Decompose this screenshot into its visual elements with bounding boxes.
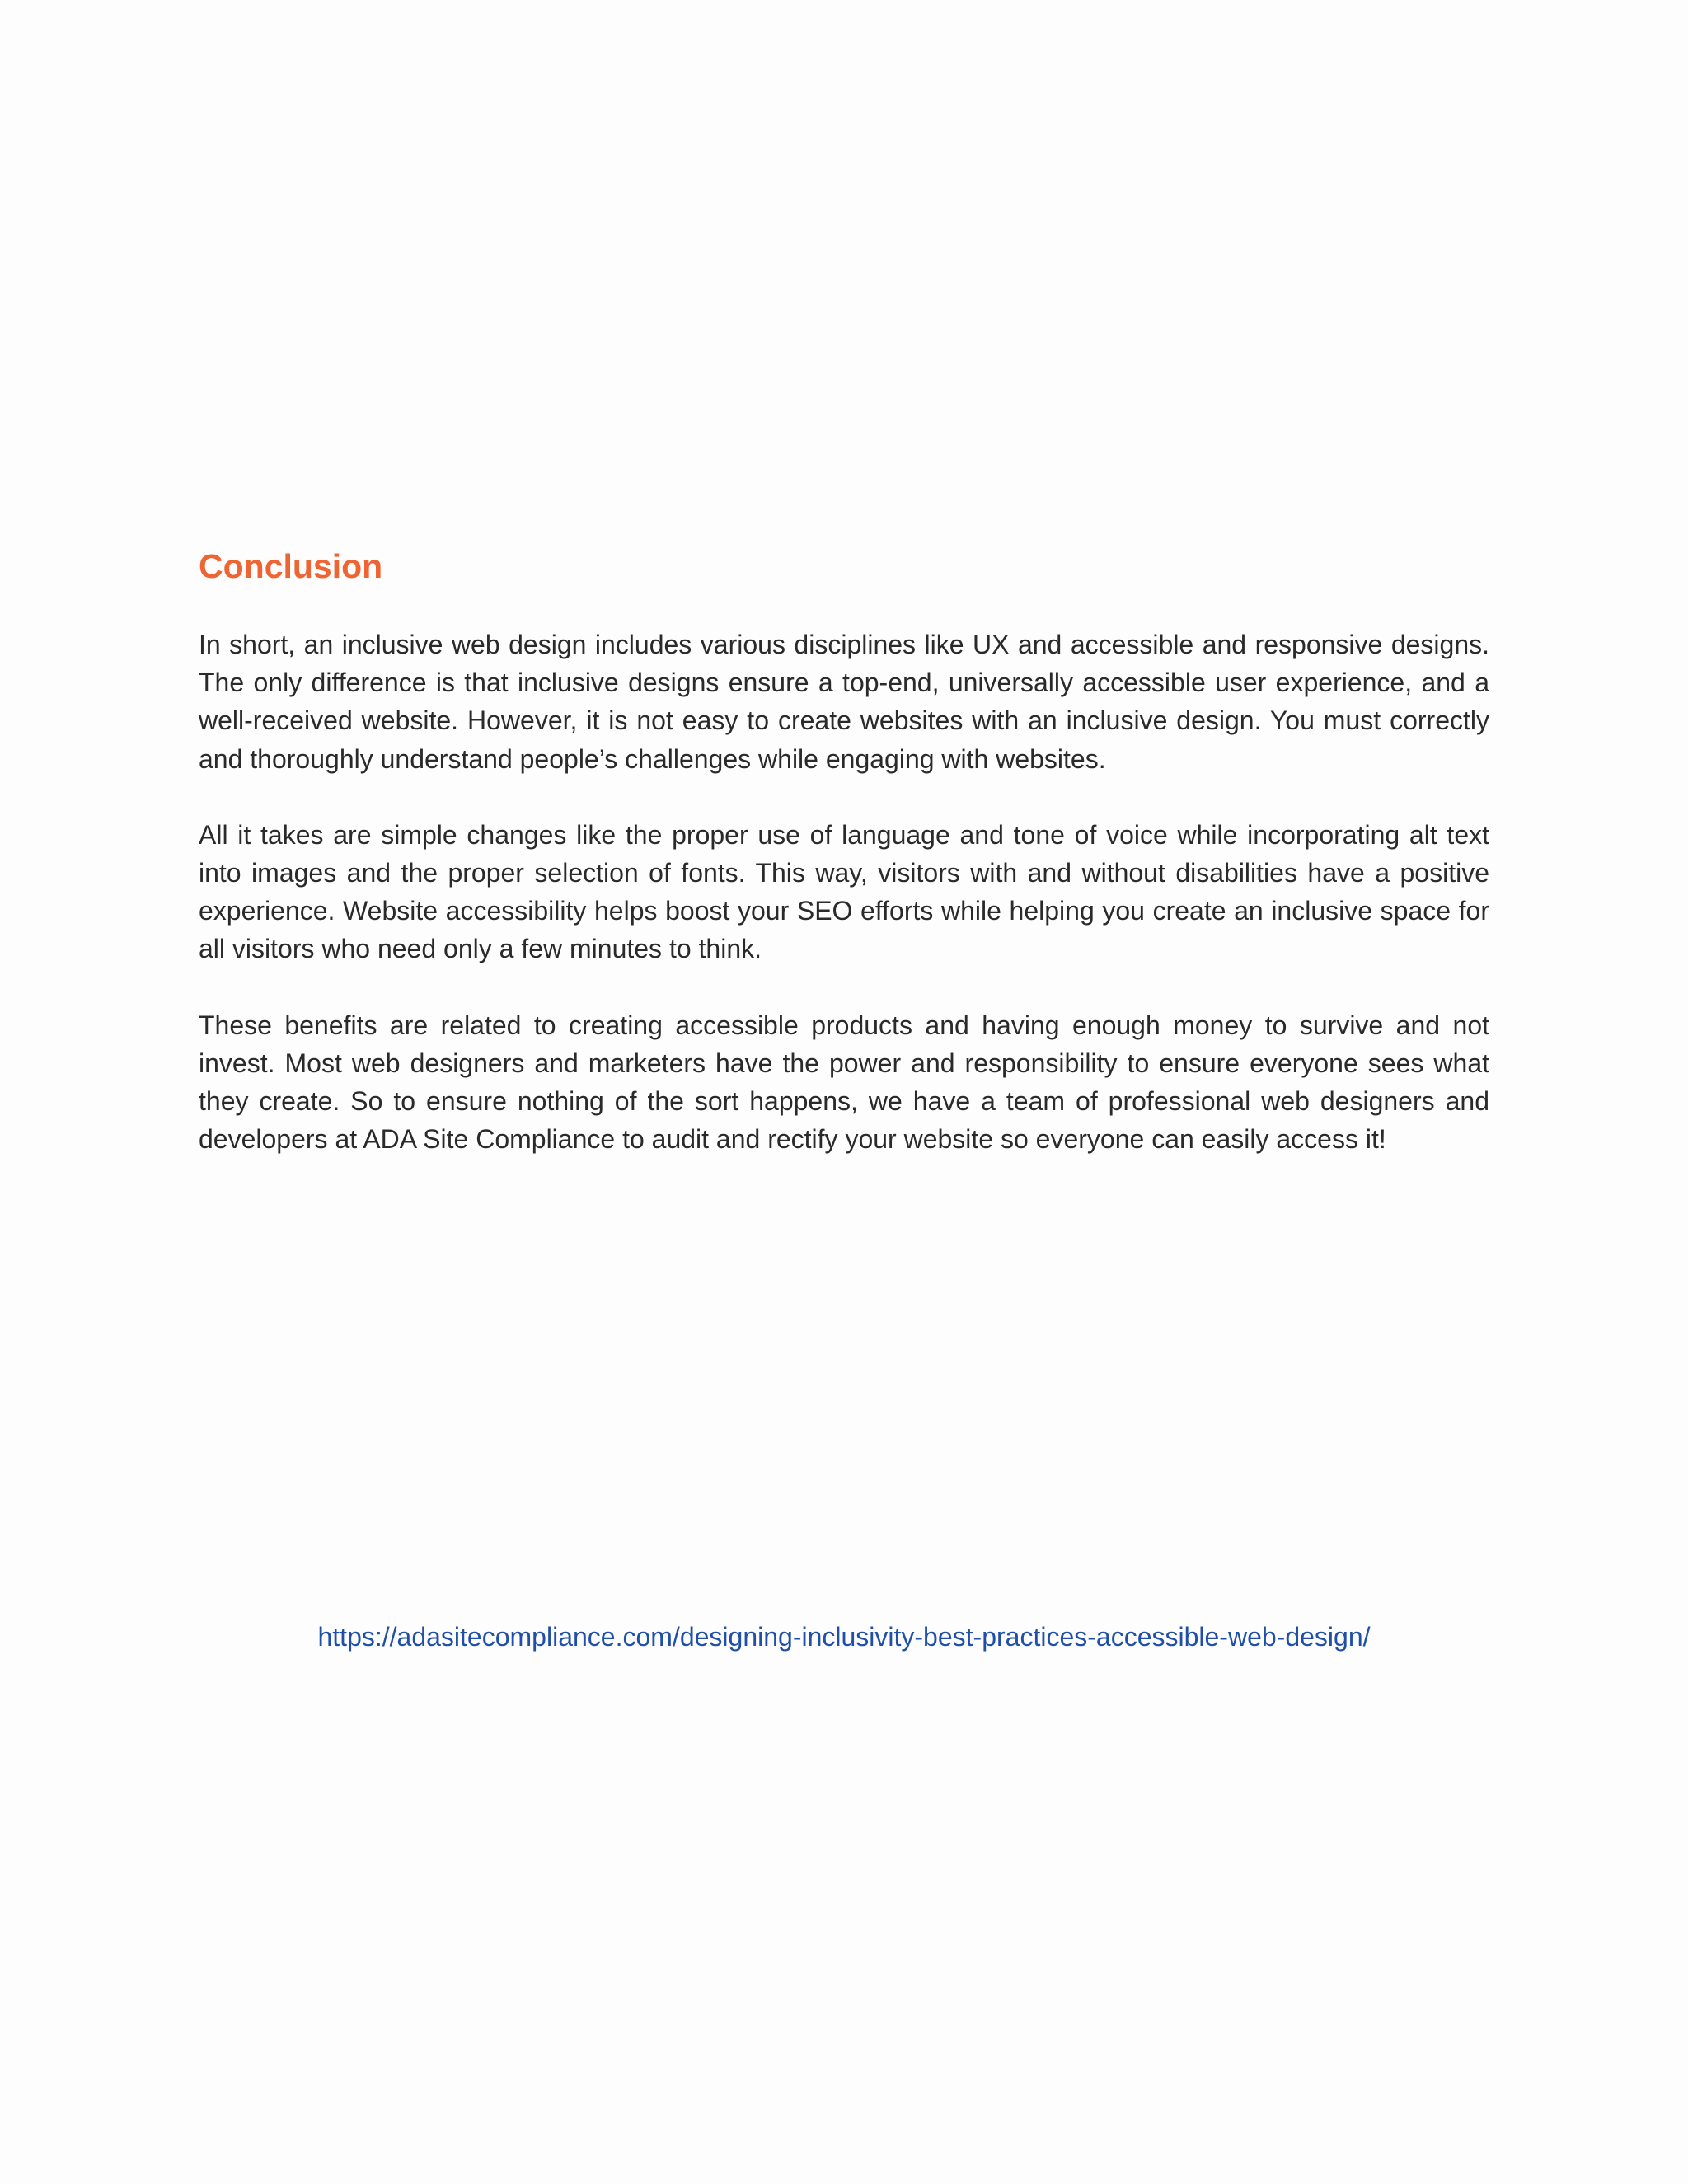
paragraph-1: In short, an inclusive web design includes various disciplines like UX and accessible and responsive designs. The only difference is that inclusive designs ensure a top-end, universally accessible user experience, and a well-received website. However, it is not easy to create websites with an inclusive design. You must correctly and thoroughly understand people’s challenges while engaging with websites. xyxy=(199,630,1489,774)
paragraph-3: These benefits are related to creating accessible products and having enough money to survive and not invest. Most web designers and marketers have the power and responsibility to ensure everyone sees what they create. So to ensure nothing of the sort happens, we have a team of professional web designers and developers at ADA Site Compliance to audit and rectify your website so everyone can easily access it! xyxy=(199,1010,1489,1155)
section-heading: Conclusion xyxy=(199,547,383,585)
paragraph-2: All it takes are simple changes like the proper use of language and tone of voice while incorporating alt text into images and the proper selection of fonts. This way, visitors with and without disabilities have a positive experience. Website accessibility helps boost your SEO efforts while helping you create an inclusive space for all visitors who need only a few minutes to think. xyxy=(199,819,1489,964)
conclusion-section xyxy=(199,540,1489,1158)
source-link[interactable]: https://adasitecompliance.com/designing-inclusivity-best-practices-accessible-web-design/ xyxy=(317,1622,1371,1652)
